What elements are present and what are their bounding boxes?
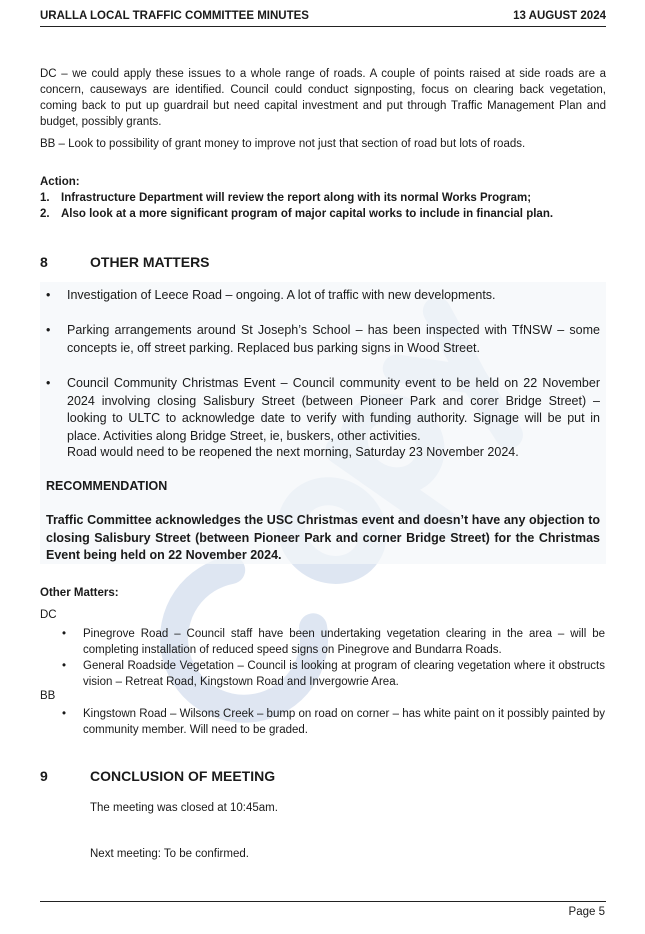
bb-paragraph: BB – Look to possibility of grant money to improve not just that section of road but lots of roads. bbox=[40, 138, 526, 150]
list-item-text: Council Community Christmas Event – Council community event to be held on 22 November 2024 involving closing Salisbury Street (between Pioneer Park and corer Bridge Street) – looking to ULTC to acknowledge date to verify with funding authority. Signage will be put in place. Activities along Bridge Street, ie, buskers, other activities. bbox=[67, 376, 600, 443]
page-header bbox=[40, 9, 606, 27]
bullet-icon: • bbox=[62, 628, 67, 640]
recommendation-text: Traffic Committee acknowledges the USC Christmas event and doesn’t have any objection to closing Salisbury Street (between Pioneer Park and corner Bridge Street) for the Christmas Event being held on 22 November 2024. bbox=[46, 513, 600, 562]
bullet-icon: • bbox=[46, 376, 51, 390]
action-label: Action: bbox=[40, 176, 80, 188]
list-item-text: General Roadside Vegetation – Council is looking at program of clearing vegetation where it obstructs vision – Retreat Road, Kingstown Road and Invergowrie Area. bbox=[83, 660, 605, 688]
action-item-number: 1. bbox=[40, 192, 50, 204]
footer-divider bbox=[40, 901, 606, 902]
list-item-text: Investigation of Leece Road – ongoing. A lot of traffic with new developments. bbox=[67, 288, 496, 302]
list-item-text: Road would need to be reopened the next morning, Saturday 23 November 2024. bbox=[67, 445, 519, 459]
list-item-text: Kingstown Road – Wilsons Creek – bump on road on corner – has white paint on it possibly painted by community member. Will need to be graded. bbox=[83, 708, 605, 736]
action-item-number: 2. bbox=[40, 208, 50, 220]
bullet-icon: • bbox=[62, 660, 67, 672]
bb-label: BB bbox=[40, 690, 56, 702]
action-item-text: Infrastructure Department will review the report along with its normal Works Program; bbox=[61, 192, 532, 204]
action-item-text: Also look at a more significant program of major capital works to include in financial plan. bbox=[61, 208, 554, 220]
list-item-text: Parking arrangements around St Joseph’s School – has been inspected with TfNSW – some concepts ie, off street parking. Replaced bus parking signs in Wood Street. bbox=[67, 323, 600, 355]
recommendation-label: RECOMMENDATION bbox=[46, 479, 168, 493]
meeting-closed-text: The meeting was closed at 10:45am. bbox=[90, 802, 278, 814]
dc-label: DC bbox=[40, 609, 57, 621]
next-meeting-text: Next meeting: To be confirmed. bbox=[90, 848, 249, 860]
header-title: URALLA LOCAL TRAFFIC COMMITTEE MINUTES bbox=[40, 10, 309, 22]
section-number: 8 bbox=[40, 254, 48, 270]
list-item-text: Pinegrove Road – Council staff have been undertaking vegetation clearing in the area – will be completing installation of reduced speed signs on Pinegrove and Bundarra Roads. bbox=[83, 628, 605, 656]
dc-paragraph: DC – we could apply these issues to a whole range of roads. A couple of points raised at side roads are a concern, causeways are identified. Council could conduct signposting, focus on clearing back vegetation, coming back to put up guardrail but need capital investment and put through Traffic Management Plan and budget, possibly grants. bbox=[40, 68, 606, 128]
bullet-icon: • bbox=[46, 323, 51, 337]
section-title: OTHER MATTERS bbox=[90, 254, 210, 270]
bullet-icon: • bbox=[46, 288, 51, 302]
section-title: CONCLUSION OF MEETING bbox=[90, 768, 276, 784]
section-number: 9 bbox=[40, 768, 48, 784]
header-date: 13 AUGUST 2024 bbox=[513, 10, 606, 22]
page-number: Page 5 bbox=[568, 906, 605, 918]
other-matters-label: Other Matters: bbox=[40, 587, 119, 599]
bullet-icon: • bbox=[62, 708, 67, 720]
